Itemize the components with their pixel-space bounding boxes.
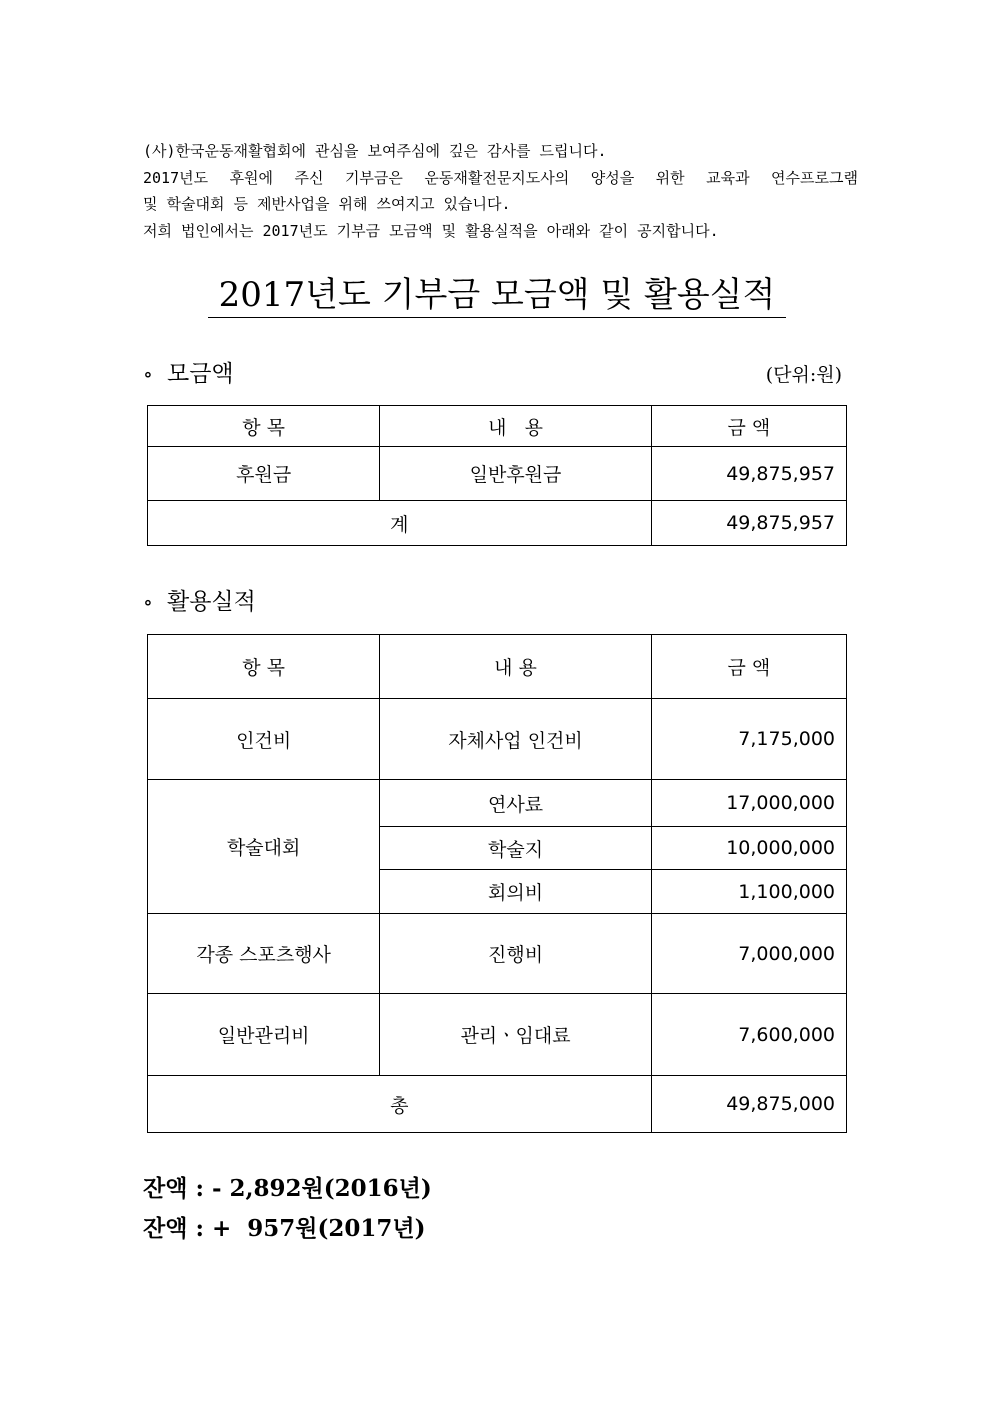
cell-content: 진행비 (380, 914, 651, 994)
usage-table (147, 634, 847, 1133)
intro-paragraph (143, 138, 858, 244)
cell-content: 연사료 (380, 780, 651, 827)
document-title: 2017년도 기부금 모금액 및 활용실적 (208, 273, 786, 318)
unit-label: (단위:원) (765, 364, 842, 386)
total-label: 계 (148, 501, 652, 546)
cell-amount: 1,100,000 (651, 870, 846, 914)
header-content: 내 용 (380, 406, 651, 447)
table-row (148, 780, 847, 827)
table-total-row (148, 1076, 847, 1133)
header-content: 내 용 (380, 635, 651, 699)
section-heading-label: 모금액 (167, 361, 234, 387)
cell-item: 후원금 (148, 447, 380, 501)
intro-line: 2017년도 후원에 주신 기부금은 운동재활전문지도사의 양성을 위한 교육과 연수프로그램 (143, 168, 858, 187)
cell-item: 학술대회 (148, 780, 380, 914)
cell-content: 학술지 (380, 827, 651, 870)
cell-item: 일반관리비 (148, 994, 380, 1076)
cell-content: 관리ㆍ임대료 (380, 994, 651, 1076)
balance-2017: 잔액 : + 957원(2017년) (143, 1215, 426, 1242)
cell-amount: 7,175,000 (651, 699, 846, 780)
cell-item: 인건비 (148, 699, 380, 780)
cell-amount: 7,000,000 (651, 914, 846, 994)
table-row (148, 994, 847, 1076)
section-heading-label: 활용실적 (167, 589, 256, 615)
cell-item: 각종 스포츠행사 (148, 914, 380, 994)
balance-2016: 잔액 : - 2,892원(2016년) (143, 1175, 432, 1202)
header-item: 항 목 (148, 635, 380, 699)
cell-amount: 17,000,000 (651, 780, 846, 827)
cell-content: 자체사업 인건비 (380, 699, 651, 780)
total-label: 총 (148, 1076, 652, 1133)
cell-amount: 49,875,957 (651, 447, 846, 501)
table-row (148, 699, 847, 780)
intro-line: 및 학술대회 등 제반사업을 위해 쓰여지고 있습니다. (143, 195, 511, 213)
header-amount: 금 액 (651, 635, 846, 699)
section-heading-usage (143, 587, 256, 617)
table-row (148, 447, 847, 501)
section-heading-fundraising (143, 359, 234, 389)
total-amount: 49,875,000 (651, 1076, 846, 1133)
cell-amount: 10,000,000 (651, 827, 846, 870)
bullet-icon: ∘ (143, 590, 153, 614)
intro-line: (사)한국운동재활협회에 관심을 보여주심에 깊은 감사를 드립니다. (143, 142, 607, 160)
header-amount: 금 액 (651, 406, 846, 447)
cell-content: 일반후원금 (380, 447, 651, 501)
bullet-icon: ∘ (143, 362, 153, 386)
table-total-row (148, 501, 847, 546)
table-header-row (148, 406, 847, 447)
intro-line: 저희 법인에서는 2017년도 기부금 모금액 및 활용실적을 아래와 같이 공지합니다. (143, 221, 719, 240)
cell-amount: 7,600,000 (651, 994, 846, 1076)
cell-content: 회의비 (380, 870, 651, 914)
table-header-row (148, 635, 847, 699)
fundraising-table (147, 405, 847, 546)
table-row (148, 914, 847, 994)
header-item: 항 목 (148, 406, 380, 447)
total-amount: 49,875,957 (651, 501, 846, 546)
